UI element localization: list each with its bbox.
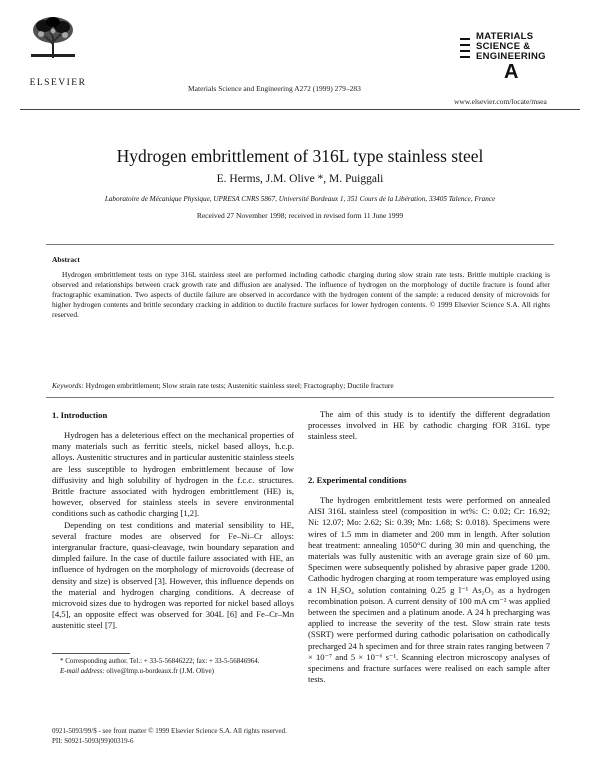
- experimental-body: [308, 495, 550, 685]
- copyright-footer: [52, 727, 287, 746]
- introduction-paragraph-1: Hydrogen has a deleterious effect on the mechanical properties of many materials such as ferritic steels, nickel based alloys, h.c.p. alloys. Austenitic structures and in particular austenitic stainless steels are less susceptible to hydrogen embrittlement because of low diffusivity and high solubility of hydrogen in the f.c.c. structures. Brittle fracture associated with hydrogen embrittlement (HE) is, however, observed for stainless steels in severe environmental conditions such as cathodic charging [1,2].: [52, 430, 294, 519]
- keywords-label: Keywords:: [52, 381, 84, 390]
- footnote-email-label: E-mail address:: [60, 666, 105, 675]
- publisher-name: ELSEVIER: [29, 78, 87, 88]
- introduction-paragraph-2: Depending on test conditions and material sensibility to HE, several fracture modes are observed for Fe–Ni–Cr alloys: intergranular fracture, quasi-cleavage, twin boundary separation and dimpled failure. In the case of ductile failure associated with HE, an influence of hydrogen on the morphology of microvoids (decrease of density and size) is observed [3]. However, this influence depends on the material and hydrogen charging conditions. A decrease of microvoid sizes due to hydrogen was reported for nickel based alloys [4,5], an opposite effect was observed for 304L [6] and Fe–Cr–Mn austenitic steel [7].: [52, 519, 294, 631]
- footnote-email-line: [52, 667, 294, 677]
- footnote-email[interactable]: olive@lmp.u-bordeaux.fr (J.M. Olive): [106, 666, 214, 675]
- journal-logo-line-2: SCIENCE &: [476, 41, 531, 52]
- keywords-rule: [46, 397, 554, 398]
- journal-citation: Materials Science and Engineering A272 (1999) 279–283: [188, 84, 361, 93]
- footnote: [52, 657, 294, 676]
- abstract-text: Hydrogen embrittlement tests on type 316L stainless steel are performed including cathodic charging during slow strain rate tests. Brittle multiple cracking is observed and relationships between crack growth rate and diffusion are analysed. The influence of hydrogen on the morphology of ductile fracture is found after fractographic examination. Two aspects of ductile failure are observed in accordance with the hydrogen content of the sample: a reduced density of microvoids for higher hydrogen contents and brittle secondary cracking in addition to ductile fracture surfaces for lower hydrogen contents. © 1999 Elsevier Science S.A. All rights reserved.: [52, 270, 550, 319]
- footnote-rule: [52, 653, 130, 654]
- experimental-text: The hydrogen embrittlement tests were performed on annealed AISI 316L stainless steel (composition in wt%: C: 0.02; Cr: 16.92; Ni: 12.07; Mo: 2.62; Si: 0.39; Mn: 1.68; S: 0.018). Specimens were wires of 1.5 mm in diameter and 200 mm in length. After solution heat treatment: annealing 1050°C during 30 min and quenching, the materials was fully austenitic with an average grain size of 60 µm. Specimen were subsequently polished by abrasive paper grade 1200. Cathodic hydrogen charging at room temperature was employed using a 1N H₂SO₄ solution containing 0.25 g l⁻¹ As₂O₃ as a hydrogen recombination poison. A current density of 100 mA cm⁻² was applied between the specimen and a platinum anode. A 24 h precharging was applied to increase the severity of the test. Slow strain rate tests (SSRT) were performed during cathodic polarisation on cathodically precharged 24 h specimen and for three strain rates ranging between 7 × 10⁻⁷ and 5 × 10⁻⁶ s⁻¹. Scanning electron microscopy analyses of specimens and fracture surfaces were realised on each sample after tests.: [308, 495, 550, 685]
- header-rule: [20, 109, 580, 110]
- elsevier-tree-icon: [27, 14, 79, 60]
- introduction-body: [52, 430, 294, 632]
- experimental-heading: 2. Experimental conditions: [308, 475, 407, 485]
- introduction-heading: 1. Introduction: [52, 410, 108, 420]
- abstract-heading: Abstract: [52, 255, 80, 264]
- keywords-text: Hydrogen embrittlement; Slow strain rate tests; Austenitic stainless steel; Fractography; Ductile fracture: [85, 381, 394, 390]
- aim-paragraph: [308, 409, 550, 443]
- journal-logo-bars-icon: [460, 36, 474, 66]
- journal-logo-letter: A: [504, 61, 519, 83]
- pii-line: PII: S0921-5093(99)00319-6: [52, 736, 134, 745]
- author-affiliation: Laboratoire de Mécanique Physique, UPRESA CNRS 5867, Université Bordeaux 1, 351 Cours de la Libération, 33405 Talence, France: [104, 195, 496, 203]
- journal-logo: [460, 30, 570, 92]
- journal-logo-line-3: ENGINEERING: [476, 51, 546, 62]
- received-dates: Received 27 November 1998; received in revised form 11 June 1999: [196, 211, 404, 220]
- footnote-corresponding-author: * Corresponding author. Tel.: + 33-5-56846222; fax: + 33-5-56846964.: [60, 657, 260, 665]
- author-list: E. Herms, J.M. Olive *, M. Puiggali: [216, 173, 384, 185]
- journal-url[interactable]: www.elsevier.com/locate/msea: [454, 97, 547, 106]
- paper-title: Hydrogen embrittlement of 316L type stainless steel: [116, 146, 484, 166]
- keywords: [52, 381, 550, 390]
- aim-text: The aim of this study is to identify the different degradation processes involved in HE by cathodic charging fOR 316L type stainless steel.: [308, 409, 550, 442]
- abstract-top-rule: [46, 244, 554, 245]
- journal-logo-line-1: MATERIALS: [476, 31, 534, 42]
- front-matter-line: 0921-5093/99/$ - see front matter © 1999 Elsevier Science S.A. All rights reserved.: [52, 727, 287, 735]
